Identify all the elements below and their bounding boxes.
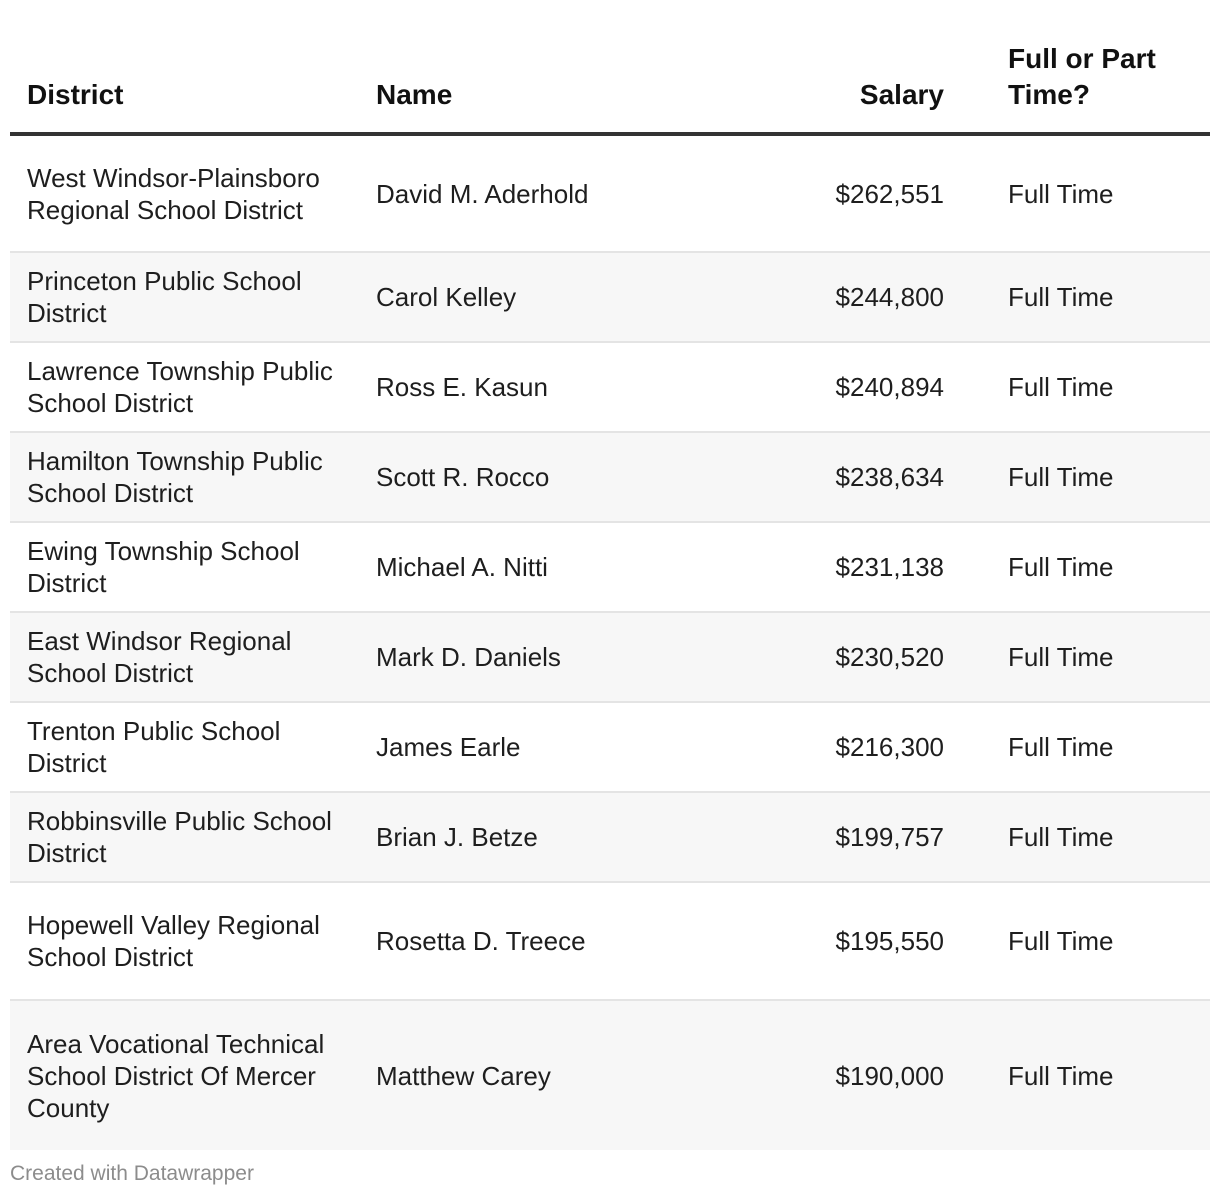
cell-time-status: Full Time: [1008, 178, 1114, 209]
cell-time-status: Full Time: [1008, 642, 1114, 672]
cell-salary: $199,757: [835, 822, 944, 852]
cell-name: Michael A. Nitti: [376, 552, 548, 582]
table-row: [10, 432, 1210, 522]
cell-district: Princeton Public School District: [27, 266, 302, 328]
header-salary[interactable]: Salary: [859, 79, 944, 110]
table-row: [10, 522, 1210, 612]
cell-district: Ewing Township School District: [27, 536, 300, 598]
cell-district: Hopewell Valley Regional School District: [27, 910, 320, 972]
salary-table: [10, 0, 1210, 1150]
cell-time-status: Full Time: [1008, 1060, 1114, 1091]
cell-salary: $195,550: [835, 926, 944, 956]
cell-name: Ross E. Kasun: [376, 372, 548, 402]
cell-name: David M. Aderhold: [376, 178, 589, 209]
cell-time-status: Full Time: [1008, 282, 1114, 312]
table-body: [10, 134, 1210, 1150]
cell-name: Mark D. Daniels: [376, 642, 561, 672]
header-full-or-part-time[interactable]: Full or Part Time?: [1008, 43, 1156, 110]
table-row: [10, 702, 1210, 792]
table-row: [10, 342, 1210, 432]
cell-salary: $216,300: [835, 732, 944, 762]
table-row: [10, 1000, 1210, 1150]
cell-name: Scott R. Rocco: [376, 462, 550, 492]
header-district[interactable]: District: [27, 79, 124, 110]
cell-district: Lawrence Township Public School District: [27, 356, 333, 418]
table-row: [10, 612, 1210, 702]
cell-name: Carol Kelley: [376, 282, 517, 312]
datawrapper-credit: Created with Datawrapper: [10, 1162, 254, 1185]
cell-time-status: Full Time: [1008, 372, 1114, 402]
cell-district: Trenton Public School District: [27, 716, 281, 778]
header-row: [10, 0, 1210, 134]
table-row: [10, 252, 1210, 342]
salary-table-container: [10, 0, 1210, 1150]
header-name[interactable]: Name: [376, 79, 453, 110]
cell-salary: $190,000: [835, 1060, 944, 1091]
cell-district: West Windsor-Plainsboro Regional School District: [27, 162, 320, 225]
cell-time-status: Full Time: [1008, 552, 1114, 582]
cell-district: Hamilton Township Public School District: [27, 446, 323, 508]
cell-district: Area Vocational Technical School District Of Mercer County: [27, 1028, 325, 1123]
table-header: [10, 0, 1210, 134]
cell-time-status: Full Time: [1008, 926, 1114, 956]
cell-salary: $231,138: [835, 552, 944, 582]
cell-time-status: Full Time: [1008, 732, 1114, 762]
cell-name: James Earle: [376, 732, 521, 762]
cell-salary: $240,894: [835, 372, 944, 402]
cell-salary: $238,634: [835, 462, 944, 492]
cell-salary: $230,520: [835, 642, 944, 672]
cell-time-status: Full Time: [1008, 822, 1114, 852]
cell-name: Rosetta D. Treece: [376, 926, 586, 956]
cell-time-status: Full Time: [1008, 462, 1114, 492]
cell-name: Brian J. Betze: [376, 822, 538, 852]
cell-salary: $244,800: [835, 282, 944, 312]
cell-district: East Windsor Regional School District: [27, 626, 292, 688]
table-row: [10, 134, 1210, 252]
cell-salary: $262,551: [835, 178, 944, 209]
cell-name: Matthew Carey: [376, 1060, 551, 1091]
table-row: [10, 792, 1210, 882]
cell-district: Robbinsville Public School District: [27, 806, 332, 868]
table-row: [10, 882, 1210, 1000]
